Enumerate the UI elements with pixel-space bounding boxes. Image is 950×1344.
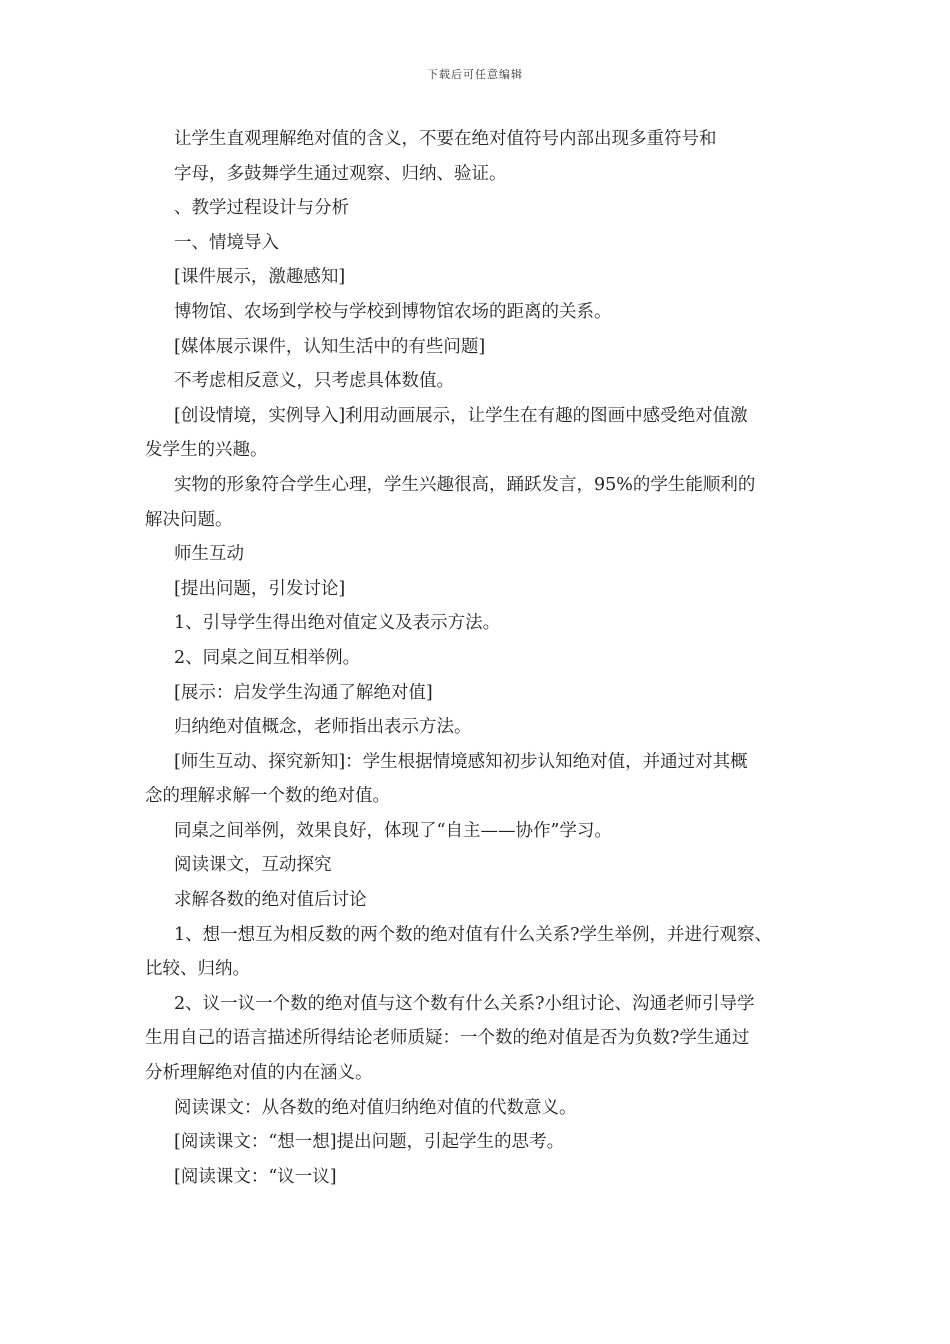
paragraph-line: 发学生的兴趣。 [145, 440, 268, 461]
paragraph-line: 同桌之间举例，效果良好，体现了“自主——协作”学习。 [174, 820, 612, 841]
paragraph-line: 阅读课文，互动探究 [174, 855, 332, 876]
paragraph-line: 阅读课文：从各数的绝对值归纳绝对值的代数意义。 [174, 1097, 577, 1118]
paragraph-line: 归纳绝对值概念，老师指出表示方法。 [174, 717, 472, 738]
paragraph-line: [课件展示，激趣感知] [174, 267, 346, 288]
paragraph-line: 字母，多鼓舞学生通过观察、归纳、验证。 [174, 163, 507, 184]
paragraph-line: 师生互动 [174, 544, 244, 565]
paragraph-line: 比较、归纳。 [145, 959, 250, 980]
paragraph-line: 让学生直观理解绝对值的含义，不要在绝对值符号内部出现多重符号和 [174, 129, 717, 149]
paragraph-line: 、教学过程设计与分析 [174, 198, 349, 219]
paragraph-line: [阅读课文：“议一议] [174, 1166, 337, 1187]
paragraph-line: 不考虑相反意义，只考虑具体数值。 [174, 371, 454, 392]
paragraph-line: 解决问题。 [145, 509, 233, 530]
paragraph-line: [媒体展示课件，认知生活中的有些问题] [174, 336, 486, 357]
paragraph-line: 生用自己的语言描述所得结论老师质疑：一个数的绝对值是否为负数?学生通过 [145, 1028, 750, 1049]
paragraph-line: 求解各数的绝对值后讨论 [174, 890, 367, 911]
page-header: 下载后可任意编辑 [427, 68, 523, 81]
paragraph-line: 2、议一议一个数的绝对值与这个数有什么关系?小组讨论、沟通老师引导学 [174, 993, 755, 1014]
paragraph-line: 一、情境导入 [174, 232, 279, 253]
paragraph-line: 实物的形象符合学生心理，学生兴趣很高，踊跃发言，95%的学生能顺利的 [174, 474, 756, 495]
paragraph-line: 2、同桌之间互相举例。 [174, 647, 361, 668]
paragraph-line: 博物馆、农场到学校与学校到博物馆农场的距离的关系。 [174, 301, 612, 322]
paragraph-line: [师生互动、探究新知]：学生根据情境感知初步认知绝对值，并通过对其概 [174, 751, 748, 772]
paragraph-line: 1、想一想互为相反数的两个数的绝对值有什么关系?学生举例，并进行观察、 [174, 924, 773, 945]
paragraph-line: [阅读课文：“想一想]提出问题，引起学生的思考。 [174, 1132, 565, 1153]
document-body [145, 122, 815, 1194]
paragraph-line: 分析理解绝对值的内在涵义。 [145, 1063, 373, 1084]
paragraph-line: [展示：启发学生沟通了解绝对值] [174, 682, 433, 703]
paragraph-line: 1、引导学生得出绝对值定义及表示方法。 [174, 613, 501, 634]
paragraph-line: 念的理解求解一个数的绝对值。 [145, 786, 390, 807]
paragraph-line: [创设情境，实例导入]利用动画展示，让学生在有趣的图画中感受绝对值激 [174, 405, 748, 426]
paragraph-line: [提出问题，引发讨论] [174, 578, 346, 599]
